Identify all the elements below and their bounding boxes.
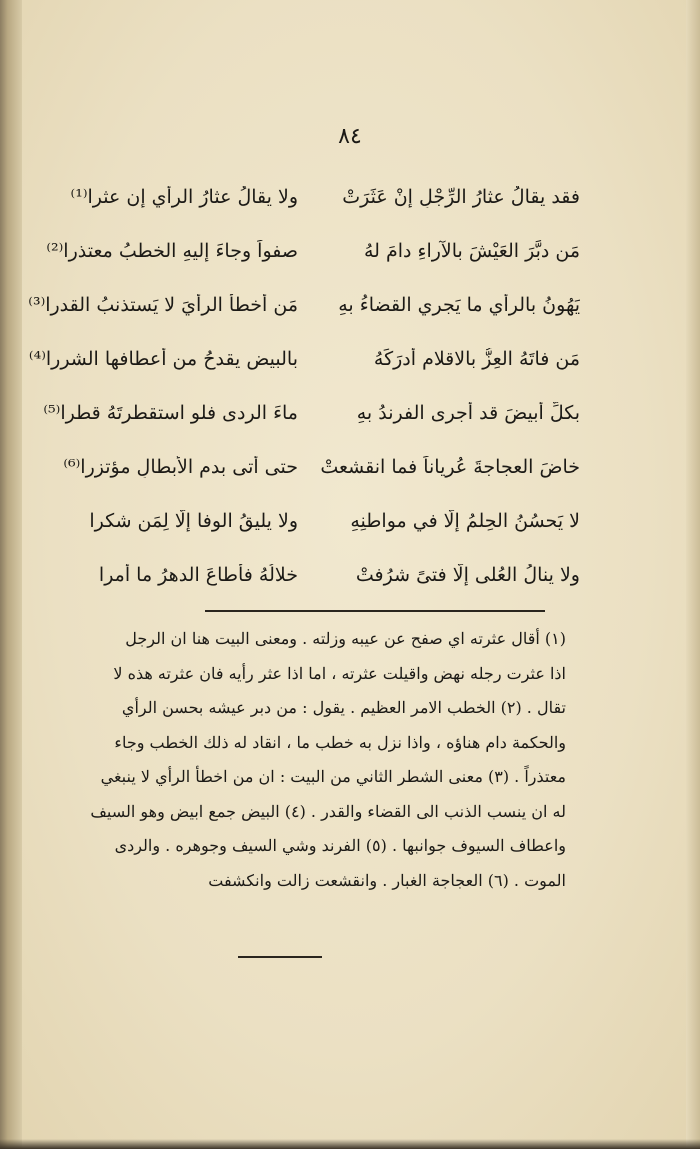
footnote-line: (١) أقال عثرته اي صفح عن عيبه وزلته . ومعنى البيت هنا ان الرجل [125,629,566,648]
verse-row [28,386,580,440]
binding-gutter [0,0,22,1149]
footnote-line: والحكمة دام هناؤه ، واذا نزل به خطب ما ، انقاد له ذلك الخطب وجاء [114,732,566,752]
verse-second-hemistich: ولا يقالُ عثارُ الرأيِ إن عثرا⁽¹⁾ [70,186,298,208]
verse-row [28,494,580,548]
page-number: ٨٤ [338,124,362,149]
verse-first-hemistich: فقد يقالُ عثارُ الرِّجْلِ إنْ عَثَرَتْ [342,186,580,208]
verse-row [28,170,580,224]
verse-second-hemistich: مَن أخطأ الرأيَ لا يَستذنبُ القدرا⁽³⁾ [28,294,298,316]
footnote-line: معتذراً . (٣) معنى الشطر الثاني من البيت : ان من اخطأ الرأي لا ينبغي [100,767,566,786]
footnote-line: الموت . (٦) العجاجة الغبار . وانقشعت زالت وانكشفت [208,870,566,890]
footnote-line: تقال . (٢) الخطب الامر العظيم . يقول : من دبر عيشه بحسن الرأي [121,698,566,717]
verse-second-hemistich: ولا يليقُ الوفا إلّا لِمَن شكرا [89,510,298,532]
footnote-line: واعطاف السيوف جوانبها . (٥) الفرند وشي السيف وجوهره . والردى [114,836,566,855]
footnote-line: اذا عثرت رجله نهض واقيلت عثرته ، اما اذا عثر رأيه فان عثرته هذه لا [113,663,566,683]
page-bottom-shadow [0,1139,700,1149]
footnotes [36,622,566,898]
verse-first-hemistich: لا يَحسُنُ الحِلمُ إلّا في مواطنِهِ [350,510,580,532]
verse-row [28,332,580,386]
verse-row [28,278,580,332]
verse-row [28,548,580,602]
footnote-line: له ان ينسب الذنب الى القضاء والقدر . (٤) البيض جمع ابيض وهو السيف [90,801,566,821]
verse-second-hemistich: خلالُهُ فأطاعَ الدهرُ ما أمرا [98,564,298,586]
verse-first-hemistich: مَن فاتَهُ العِزُّ بالاقلامِ أدرَكَهُ [373,348,580,370]
end-rule [238,956,322,958]
verse-row [28,224,580,278]
verse-first-hemistich: يَهُونُ بالرأيِ ما يَجري القضاءُ بهِ [338,294,580,316]
verse-first-hemistich: خاضَ العجاجةَ عُرياناً فما انقشعتْ [320,456,580,478]
verse-first-hemistich: بكلِّ أبيضَ قد أجرى الفرندُ بهِ [356,402,580,424]
footnote-separator [205,610,545,612]
verse-second-hemistich: بالبيضِ يقدحُ من أعطافها الشررا⁽⁴⁾ [28,348,298,370]
verse-second-hemistich: حتى أتى بدمِ الأبطالِ مؤتزرا⁽⁶⁾ [63,456,298,478]
verse-second-hemistich: صفواً وجاءَ إليهِ الخطبُ معتذرا⁽²⁾ [46,240,298,262]
verse-first-hemistich: مَن دبَّرَ العَيْشَ بالآراءِ دامَ لهُ [363,240,580,262]
page-edge [686,0,700,1149]
verse-first-hemistich: ولا ينالُ العُلى إلّا فتىً شرُفتْ [355,564,580,586]
poem-verses [28,170,580,602]
verse-row [28,440,580,494]
verse-second-hemistich: ماءَ الردى فلو استقطرتَهُ قطرا⁽⁵⁾ [43,402,298,424]
